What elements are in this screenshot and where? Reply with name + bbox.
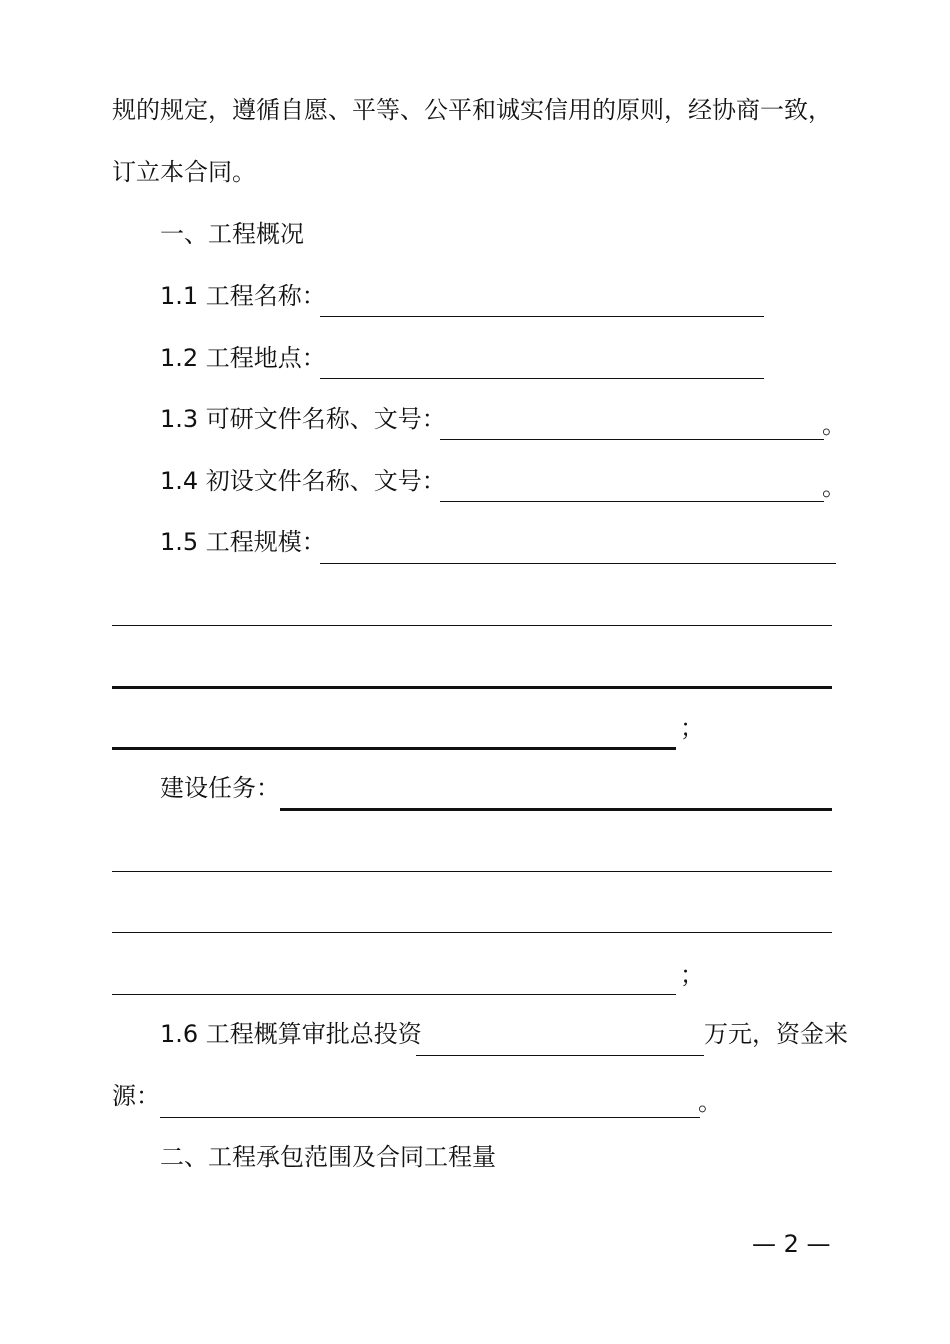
fund-source-blank[interactable]: [160, 1117, 700, 1118]
item-1-5-label: 1.5 工程规模：: [160, 528, 326, 556]
scale-blank-1[interactable]: [320, 563, 836, 564]
intro-line-2: 订立本合同。: [112, 158, 256, 186]
period-1-3: 。: [822, 411, 846, 439]
total-investment-blank[interactable]: [416, 1055, 704, 1056]
task-blank-2[interactable]: [112, 871, 832, 872]
fund-source-label: 源：: [112, 1082, 160, 1110]
scale-blank-3[interactable]: [112, 686, 832, 689]
construction-task-label: 建设任务：: [160, 774, 280, 802]
task-blank-3[interactable]: [112, 932, 832, 933]
page-number: — 2 —: [752, 1230, 831, 1258]
project-name-blank[interactable]: [320, 316, 764, 317]
scale-blank-4[interactable]: [112, 747, 676, 750]
task-blank-4[interactable]: [112, 994, 676, 995]
feasibility-doc-blank[interactable]: [440, 439, 824, 440]
item-1-4-label: 1.4 初设文件名称、文号：: [160, 467, 446, 495]
project-location-blank[interactable]: [320, 378, 764, 379]
semicolon-task: ；: [680, 961, 704, 989]
item-1-2-label: 1.2 工程地点：: [160, 344, 326, 372]
section-2-heading: 二、工程承包范围及合同工程量: [160, 1143, 496, 1171]
semicolon-scale: ；: [680, 714, 704, 742]
preliminary-design-doc-blank[interactable]: [440, 501, 824, 502]
intro-line-1: 规的规定，遵循自愿、平等、公平和诚实信用的原则，经协商一致，: [112, 96, 832, 124]
period-1-4: 。: [822, 473, 846, 501]
scale-blank-2[interactable]: [112, 625, 832, 626]
item-1-6-unit: 万元，资金来: [704, 1020, 848, 1048]
item-1-1-label: 1.1 工程名称：: [160, 282, 326, 310]
period-1-6: 。: [698, 1088, 722, 1116]
item-1-6-label: 1.6 工程概算审批总投资: [160, 1020, 422, 1048]
item-1-3-label: 1.3 可研文件名称、文号：: [160, 405, 446, 433]
section-1-heading: 一、工程概况: [160, 220, 304, 248]
task-blank-1[interactable]: [280, 808, 832, 811]
